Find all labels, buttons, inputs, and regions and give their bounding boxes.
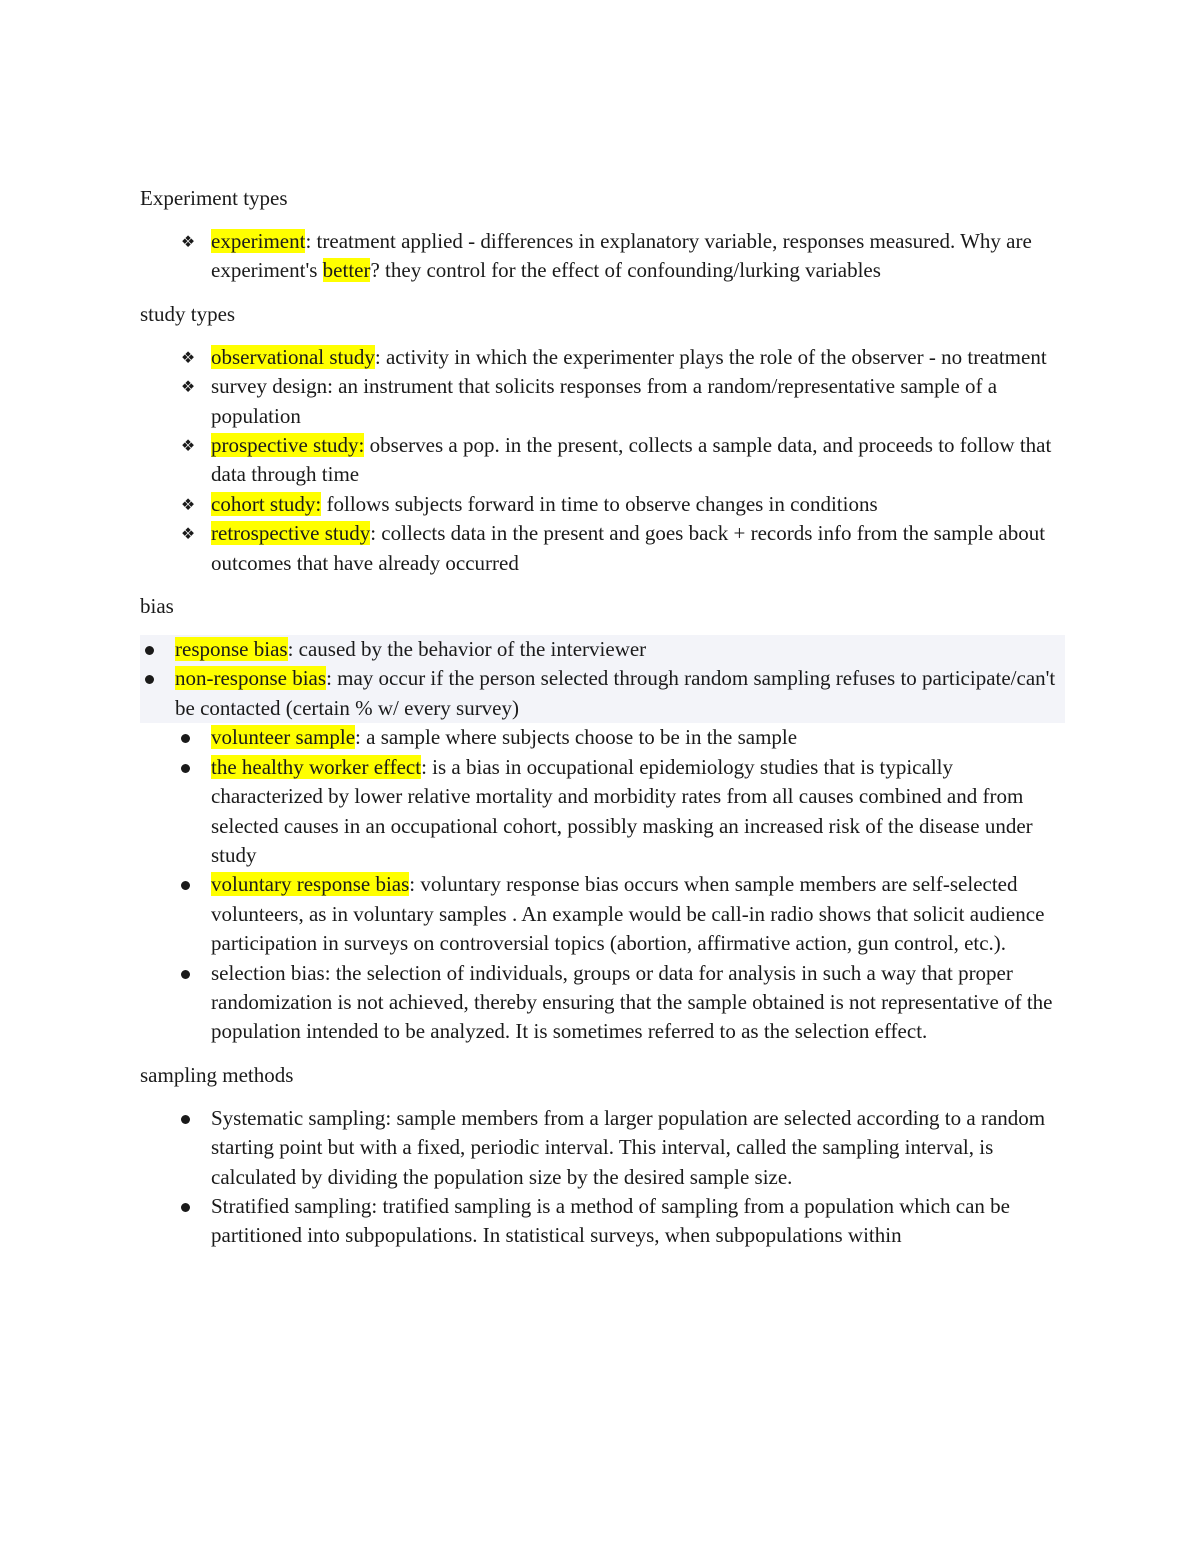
highlighted-term: prospective study:: [211, 433, 365, 458]
highlighted-term: non-response bias: [175, 666, 327, 691]
item-text: selection bias: the selection of individuals, groups or data for analysis in such a way that proper randomization is not achieved, thereby ensuring that the sample obtained is not representative of the population intended to be analyzed. It is sometimes referred to as the selection effect.: [211, 960, 1053, 1044]
dot-bullet-icon: [145, 675, 154, 684]
document-page: [140, 184, 1065, 1265]
diamond-bullet-icon: ❖: [180, 494, 196, 514]
highlighted-term: retrospective study: [211, 521, 371, 546]
highlighted-term: response bias: [175, 637, 288, 662]
item-text: Systematic sampling: sample members from a larger population are selected according to a random starting point but with a fixed, periodic interval. This interval, called the sampling interval, is calculated by dividing the population size by the desired sample size.: [211, 1105, 1046, 1189]
heading-sampling-methods: sampling methods: [140, 1062, 294, 1087]
heading-study-types: study types: [140, 301, 236, 326]
list-item: [140, 343, 1065, 372]
list-experiment-types: [140, 227, 1065, 286]
dot-bullet-icon: [181, 1203, 190, 1212]
item-text: : may occur if the person selected through random sampling refuses to participate/can't be contacted (certain % w/ every survey): [175, 666, 1056, 720]
list-item: [140, 753, 1065, 871]
item-text: : treatment applied - differences in explanatory variable, responses measured. Why are experiment's: [211, 229, 1032, 283]
list-item: [140, 372, 1065, 431]
dot-bullet-icon: [181, 881, 190, 890]
list-item: [140, 664, 1065, 723]
dot-bullet-icon: [181, 970, 190, 979]
item-text: : caused by the behavior of the interviewer: [287, 637, 647, 662]
diamond-bullet-icon: ❖: [180, 377, 196, 397]
item-text: ? they control for the effect of confounding/lurking variables: [370, 258, 881, 283]
highlighted-term: volunteer sample: [211, 725, 356, 750]
heading-bias: bias: [140, 594, 174, 619]
diamond-bullet-icon: ❖: [180, 347, 196, 367]
list-item: [140, 635, 1065, 664]
diamond-bullet-icon: ❖: [180, 524, 196, 544]
dot-bullet-icon: [181, 764, 190, 773]
item-text: : activity in which the experimenter plays the role of the observer - no treatment: [374, 344, 1047, 369]
item-text: : voluntary response bias occurs when sample members are self-selected volunteers, as in voluntary samples . An example would be call-in radio shows that solicit audience participation in surveys on controversial topics (abortion, affirmative action, gun control, etc.).: [211, 872, 1045, 956]
item-text: observes a pop. in the present, collects a sample data, and proceeds to follow that data through time: [211, 433, 1052, 487]
heading-experiment-types: Experiment types: [140, 186, 288, 210]
list-item: [140, 1192, 1065, 1251]
list-item: [140, 870, 1065, 958]
item-text: follows subjects forward in time to observe changes in conditions: [321, 491, 878, 516]
diamond-bullet-icon: ❖: [180, 232, 196, 251]
list-item: [140, 723, 1065, 752]
list-item: [140, 490, 1065, 519]
list-item: [140, 227, 1065, 286]
list-item: [140, 519, 1065, 578]
item-text: Stratified sampling: tratified sampling is a method of sampling from a population which can be partitioned into subpopulations. In statistical surveys, when subpopulations within: [211, 1193, 1010, 1248]
list-sampling-methods: [140, 1104, 1065, 1251]
highlighted-term: voluntary response bias: [211, 872, 410, 897]
list-item: [140, 431, 1065, 490]
highlighted-term: cohort study:: [211, 491, 322, 516]
dot-bullet-icon: [145, 646, 154, 655]
item-text: : is a bias in occupational epidemiology studies that is typically characterized by lower relative mortality and morbidity rates from all causes combined and from selected causes in an occupational cohort, possibly masking an increased risk of the disease under study: [211, 754, 1033, 867]
list-bias: [140, 723, 1065, 1046]
highlighted-term: observational study: [211, 344, 375, 369]
list-study-types: [140, 343, 1065, 578]
list-item: [140, 1104, 1065, 1192]
list-item: [140, 959, 1065, 1047]
highlighted-term: the healthy worker effect: [211, 754, 422, 779]
item-text: survey design: an instrument that solicits responses from a random/representative sample of a population: [211, 374, 998, 428]
item-text: : a sample where subjects choose to be in the sample: [355, 725, 798, 750]
highlighted-term: better: [322, 258, 371, 283]
dot-bullet-icon: [181, 1115, 190, 1124]
diamond-bullet-icon: ❖: [180, 436, 196, 456]
dot-bullet-icon: [181, 734, 190, 743]
item-text: : collects data in the present and goes back + records info from the sample about outcomes that have already occurred: [211, 521, 1046, 575]
highlighted-term: experiment: [211, 229, 306, 253]
shaded-list-bias: [140, 635, 1065, 723]
